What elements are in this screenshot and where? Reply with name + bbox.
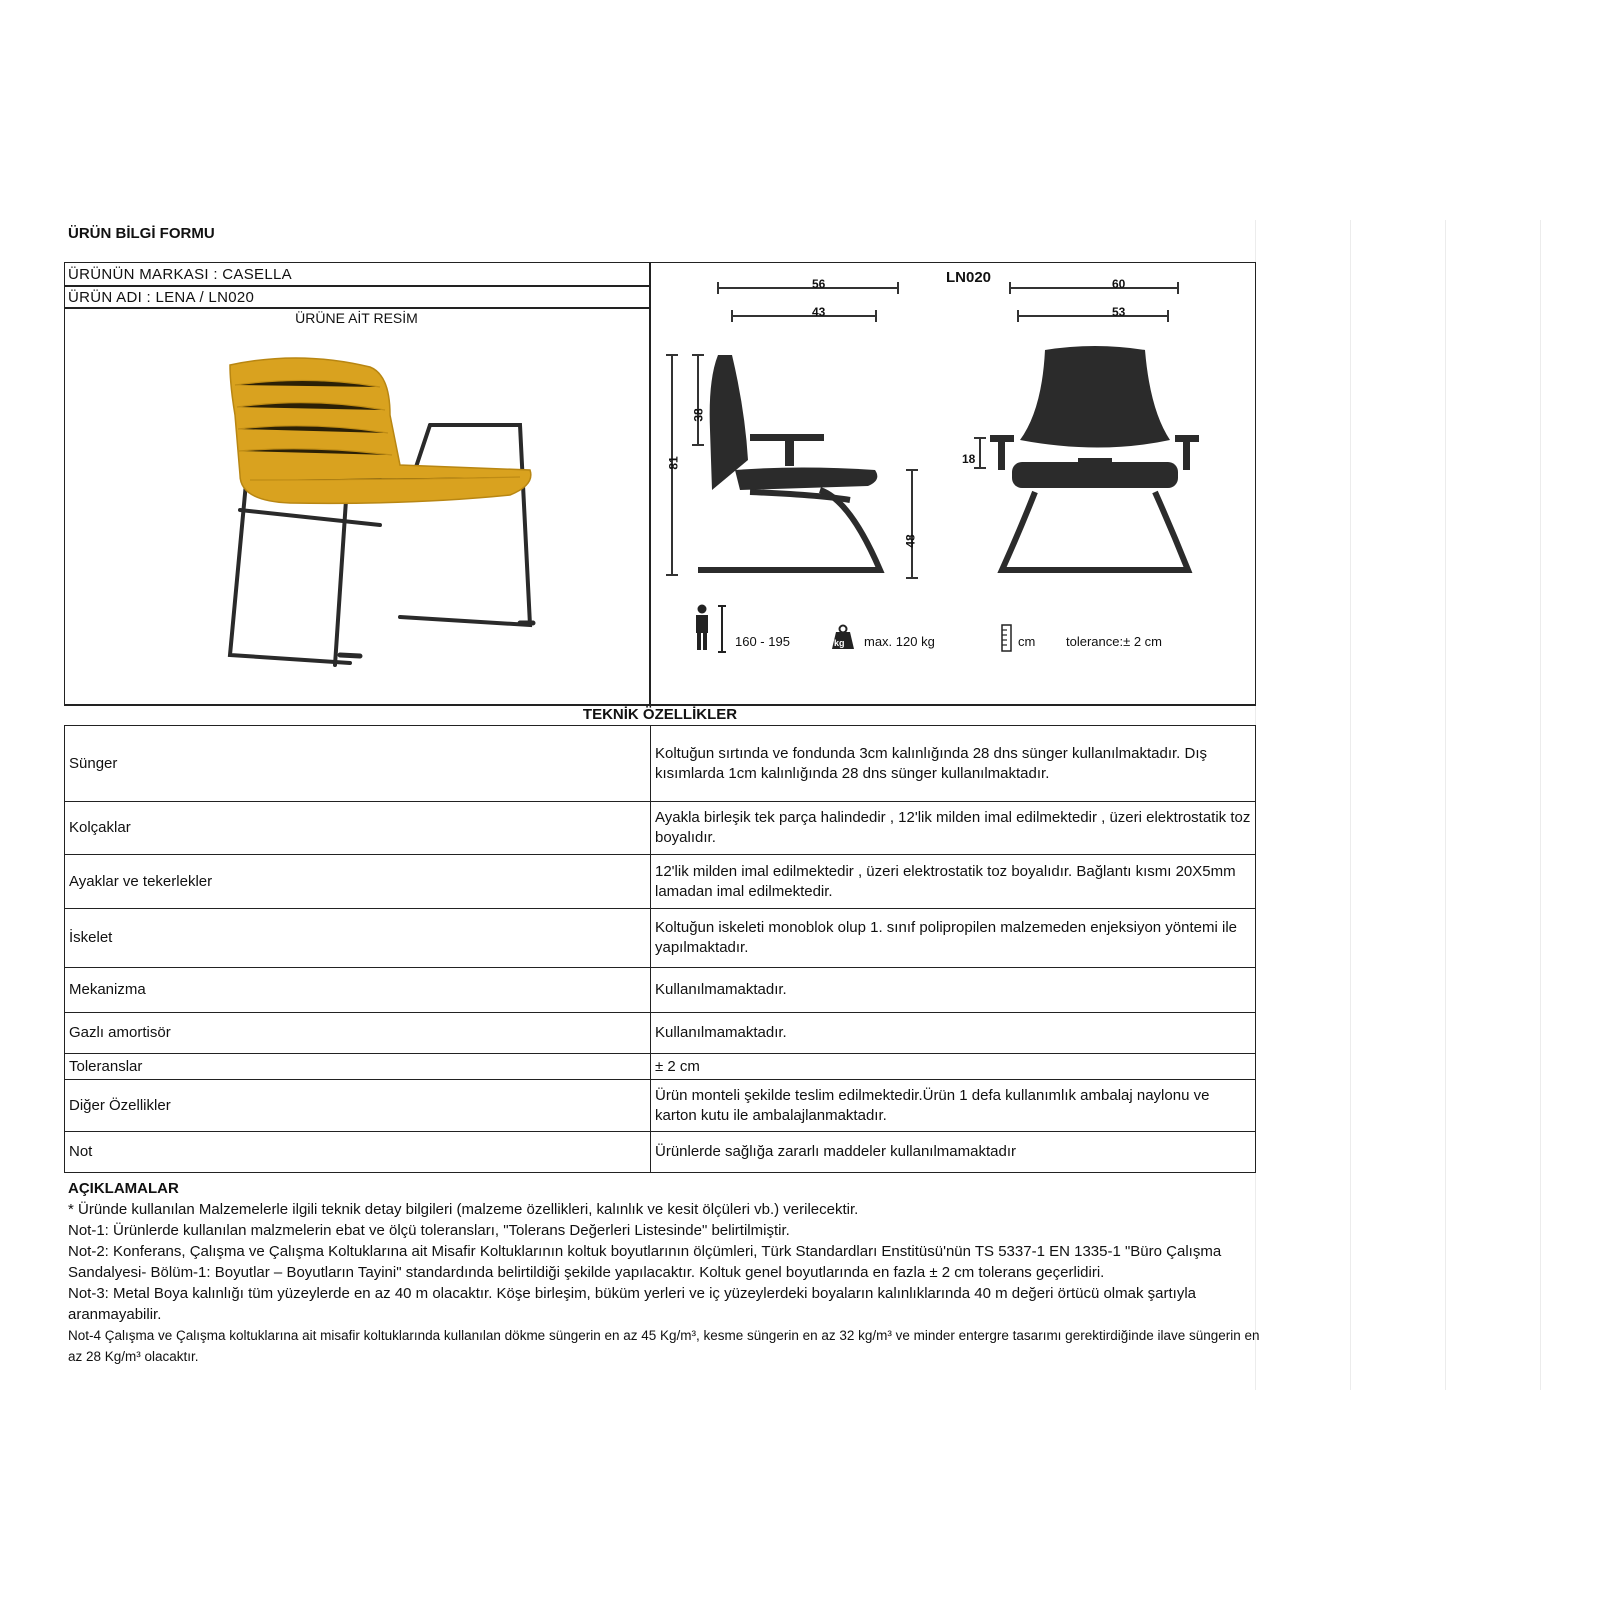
- grid-line: [1350, 220, 1351, 1390]
- row-divider: [64, 704, 1256, 706]
- spec-key: Kolçaklar: [65, 802, 651, 855]
- spec-key: İskelet: [65, 909, 651, 968]
- note-line: Not-4 Çalışma ve Çalışma koltuklarına ait misafir koltuklarında kullanılan dökme süngerin en az 45 Kg/m³, kesme süngerin en az 32 kg/m³ ve minder entergre tasarımı gerektirdiğinde ilave süngerin en az 28 Kg/m³ olacaktır.: [68, 1328, 1260, 1364]
- dim-total-height: 81: [666, 456, 681, 470]
- table-row: [65, 1080, 1256, 1132]
- dim-back-height: 38: [691, 408, 706, 422]
- spec-key: Not: [65, 1132, 651, 1173]
- spec-key: Mekanizma: [65, 968, 651, 1013]
- spec-key: Sünger: [65, 726, 651, 802]
- spec-key: Gazlı amortisör: [65, 1013, 651, 1054]
- dim-arm-height: 18: [962, 452, 976, 466]
- dim-side-outer: 56: [812, 277, 826, 291]
- notes-section: [68, 1178, 1268, 1367]
- model-code: LN020: [946, 269, 992, 286]
- spec-value: Kullanılmamaktadır.: [651, 1013, 1256, 1054]
- spec-value: Ayakla birleşik tek parça halindedir , 12'lik milden imal edilmektedir , üzeri elektrostatik toz boyalıdır.: [651, 802, 1256, 855]
- dim-seat-height: 48: [903, 534, 918, 548]
- max-weight: max. 120 kg: [864, 634, 935, 649]
- spec-key: Diğer Özellikler: [65, 1080, 651, 1132]
- spec-value: Ürün monteli şekilde teslim edilmektedir.Ürün 1 defa kullanımlık ambalaj naylonu ve karton kutu ile ambalajlanmaktadır.: [651, 1080, 1256, 1132]
- table-row: [65, 968, 1256, 1013]
- dim-side-inner: 43: [812, 305, 826, 319]
- side-view-diagram: [640, 270, 940, 600]
- spec-value: Kullanılmamaktadır.: [651, 968, 1256, 1013]
- spec-table: [64, 725, 1256, 1173]
- spec-key: Toleranslar: [65, 1054, 651, 1080]
- table-row: [65, 1054, 1256, 1080]
- row-divider: [64, 307, 649, 309]
- table-row: [65, 726, 1256, 802]
- product-name: ÜRÜN ADI : LENA / LN020: [68, 289, 255, 306]
- spec-value: Ürünlerde sağlığa zararlı maddeler kullanılmamaktadır: [651, 1132, 1256, 1173]
- note-line: Not-3: Metal Boya kalınlığı tüm yüzeylerde en az 40 m olacaktır. Köşe birleşim, büküm yerleri ve iç yüzeylerdeki boyaların kalınlıklarında 40 m değeri örtücü olmak şartıyla aranmayabilir.: [68, 1285, 1196, 1323]
- grid-line: [1445, 220, 1446, 1390]
- grid-line: [1540, 220, 1541, 1390]
- note-line: Not-2: Konferans, Çalışma ve Çalışma Koltuklarına ait Misafir Koltuklarının koltuk boyutlarının ölçümleri, Türk Standardları Enstitüsü'nün TS 5337-1 EN 1335-1 "Büro Çalışma Sandalyesi- Bölüm-1: Boyutlar – Boyutların Tayini" standardında belirtildiği şekilde yapılacaktır. Koltuk genel boyutlarında en fazla ± 2 cm tolerans geçerlidiri.: [68, 1243, 1222, 1281]
- note-line: * Üründe kullanılan Malzemelerle ilgili teknik detay bilgileri (malzeme özellikleri, kalınlık ve kesit ölçüleri vb.) verilecektir.: [68, 1201, 859, 1218]
- tolerance-label: tolerance:± 2 cm: [1066, 634, 1163, 649]
- note-line: Not-1: Ürünlerde kullanılan malzmelerin ebat ve ölçü toleransları, "Tolerans Değerleri Listesinde" belirtilmiştir.: [68, 1222, 790, 1239]
- tech-title: TEKNİK ÖZELLİKLER: [582, 706, 738, 723]
- table-row: [65, 802, 1256, 855]
- brand-label: ÜRÜNÜN MARKASI : CASELLA: [68, 266, 292, 283]
- spec-value: Koltuğun iskeleti monoblok olup 1. sınıf polipropilen malzemeden enjeksiyon yöntemi ile yapılmaktadır.: [651, 909, 1256, 968]
- notes-title: AÇIKLAMALAR: [68, 1180, 179, 1197]
- user-height-range: 160 - 195: [735, 634, 790, 649]
- weight-icon-label: kg: [834, 638, 845, 648]
- spec-key: Ayaklar ve tekerlekler: [65, 855, 651, 909]
- person-icon: [692, 604, 732, 654]
- image-caption: ÜRÜNE AİT RESİM: [295, 310, 418, 326]
- table-row: [65, 1013, 1256, 1054]
- table-row: [65, 1132, 1256, 1173]
- row-divider: [64, 285, 649, 287]
- dim-front-inner: 53: [1112, 305, 1126, 319]
- spec-value: 12'lik milden imal edilmektedir , üzeri elektrostatik toz boyalıdır. Bağlantı kısmı 20X5mm lamadan imal edilmektedir.: [651, 855, 1256, 909]
- table-row: [65, 855, 1256, 909]
- unit-label: cm: [1018, 634, 1036, 649]
- spec-value: Koltuğun sırtında ve fondunda 3cm kalınlığında 28 dns sünger kullanılmaktadır. Dış kısımlarda 1cm kalınlığında 28 dns sünger kullanılmaktadır.: [651, 726, 1256, 802]
- front-view-diagram: [950, 270, 1230, 600]
- chair-photo: [190, 355, 550, 675]
- form-title: ÜRÜN BİLGİ FORMU: [68, 225, 215, 242]
- ruler-icon: [1000, 624, 1014, 652]
- dim-front-outer: 60: [1112, 277, 1126, 291]
- table-row: [65, 909, 1256, 968]
- spec-value: ± 2 cm: [651, 1054, 1256, 1080]
